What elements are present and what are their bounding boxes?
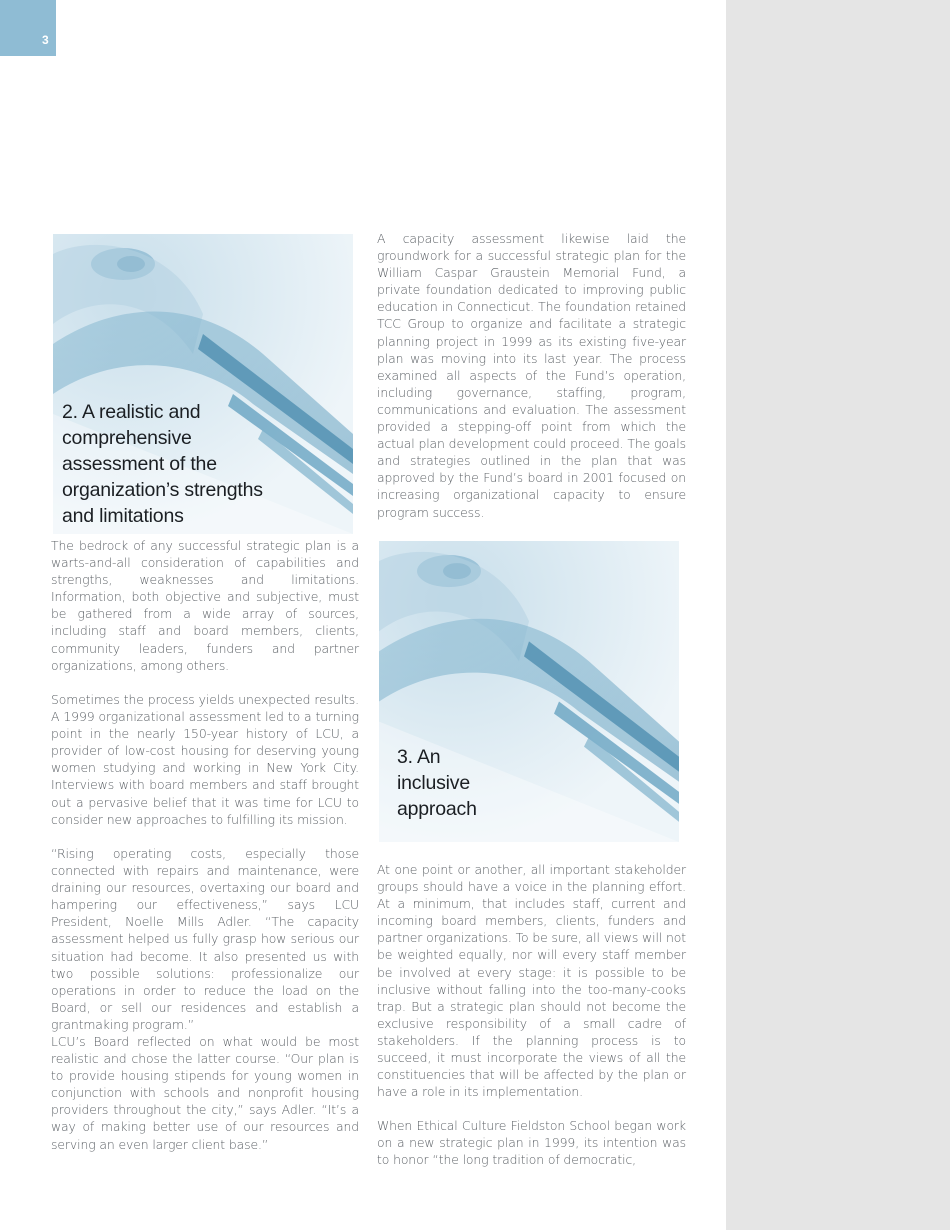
paragraph-adler-quote: “Rising operating costs, especially those connected with repairs and maintenance, were draining our resources, overtaxing our board and hampering our effectiveness,” says LCU President, Noelle Mills Adler. “The capacity assessment helped us fully grasp how serious our situation had become. It also presented us with two possible solutions: professionalize our operations in order to reduce the load on the Board, or sell our residences and establish a grantmaking program.” [51, 846, 359, 1032]
paragraph-graustein-fund: A capacity assessment likewise laid the groundwork for a successful strategic plan for the William Caspar Graustein Memorial Fund, a private foundation dedicated to improving public education in Connecticut. The foundation retained TCC Group to organize and facilitate a strategic planning project in 1999 as its existing five-year plan was moving into its last year. The process examined all aspects of the Fund’s operation, including governance, staffing, program, communications and evaluation. The assessment provided a stepping-off point from which the actual plan development could proceed. The goals and strategies outlined in the plan that was approved by the Fund’s board in 2001 focused on increasing organizational capacity to ensure program success. [377, 231, 686, 520]
paragraph-lcu-assessment: Sometimes the process yields unexpected results. A 1999 organizational assessment led to a turning point in the nearly 150-year history of LCU, a provider of low-cost housing for deserving young women studying and working in New York City. Interviews with board members and staff brought out a pervasive belief that it was time for LCU to consider new approaches to fulfilling its mission. [51, 692, 359, 827]
section-2-caption [62, 399, 263, 529]
right-gutter [726, 0, 950, 1230]
caption-line: assessment of the [62, 453, 217, 475]
paragraph-lcu-board: LCU’s Board reflected on what would be most realistic and chose the latter course. “Our plan is to provide housing stipends for young women in conjunction with schools and nonprofit housing providers throughout the city,” says Adler. “It’s a way of making better use of our resources and serving an even larger client base.” [51, 1034, 359, 1152]
caption-line: inclusive [397, 772, 470, 794]
caption-line: and limitations [62, 505, 184, 527]
caption-line: organization’s strengths [62, 479, 263, 501]
caption-line: approach [397, 798, 477, 820]
page-number: 3 [42, 33, 49, 47]
key-photo-section-2 [53, 234, 353, 534]
paragraph-fieldston: When Ethical Culture Fieldston School began work on a new strategic plan in 1999, its intention was to honor “the long tradition of democratic, [377, 1118, 686, 1168]
paragraph-stakeholders: At one point or another, all important stakeholder groups should have a voice in the planning effort. At a minimum, that includes staff, current and incoming board members, clients, funders and partner organizations. To be sure, all views will not be weighted equally, nor will every staff member be involved at every stage: it is possible to be inclusive without falling into the too-many-cooks trap. But a strategic plan should not become the exclusive responsibility of a small cadre of stakeholders. If the planning process is to succeed, it must incorporate the views of all the constituencies that will be affected by the plan or have a role in its implementation. [377, 862, 686, 1100]
caption-line: 2. A realistic and [62, 401, 201, 423]
caption-line: comprehensive [62, 427, 192, 449]
caption-line: 3. An [397, 746, 441, 768]
section-3-caption [397, 744, 477, 822]
page-number-tab [0, 0, 56, 56]
key-photo-section-3 [379, 541, 679, 842]
paragraph-bedrock: The bedrock of any successful strategic plan is a warts-and-all consideration of capabilities and strengths, weaknesses and limitations. Information, both objective and subjective, must be gathered from a wide array of sources, including staff and board members, clients, community leaders, funders and partner organizations, among others. [51, 538, 359, 673]
